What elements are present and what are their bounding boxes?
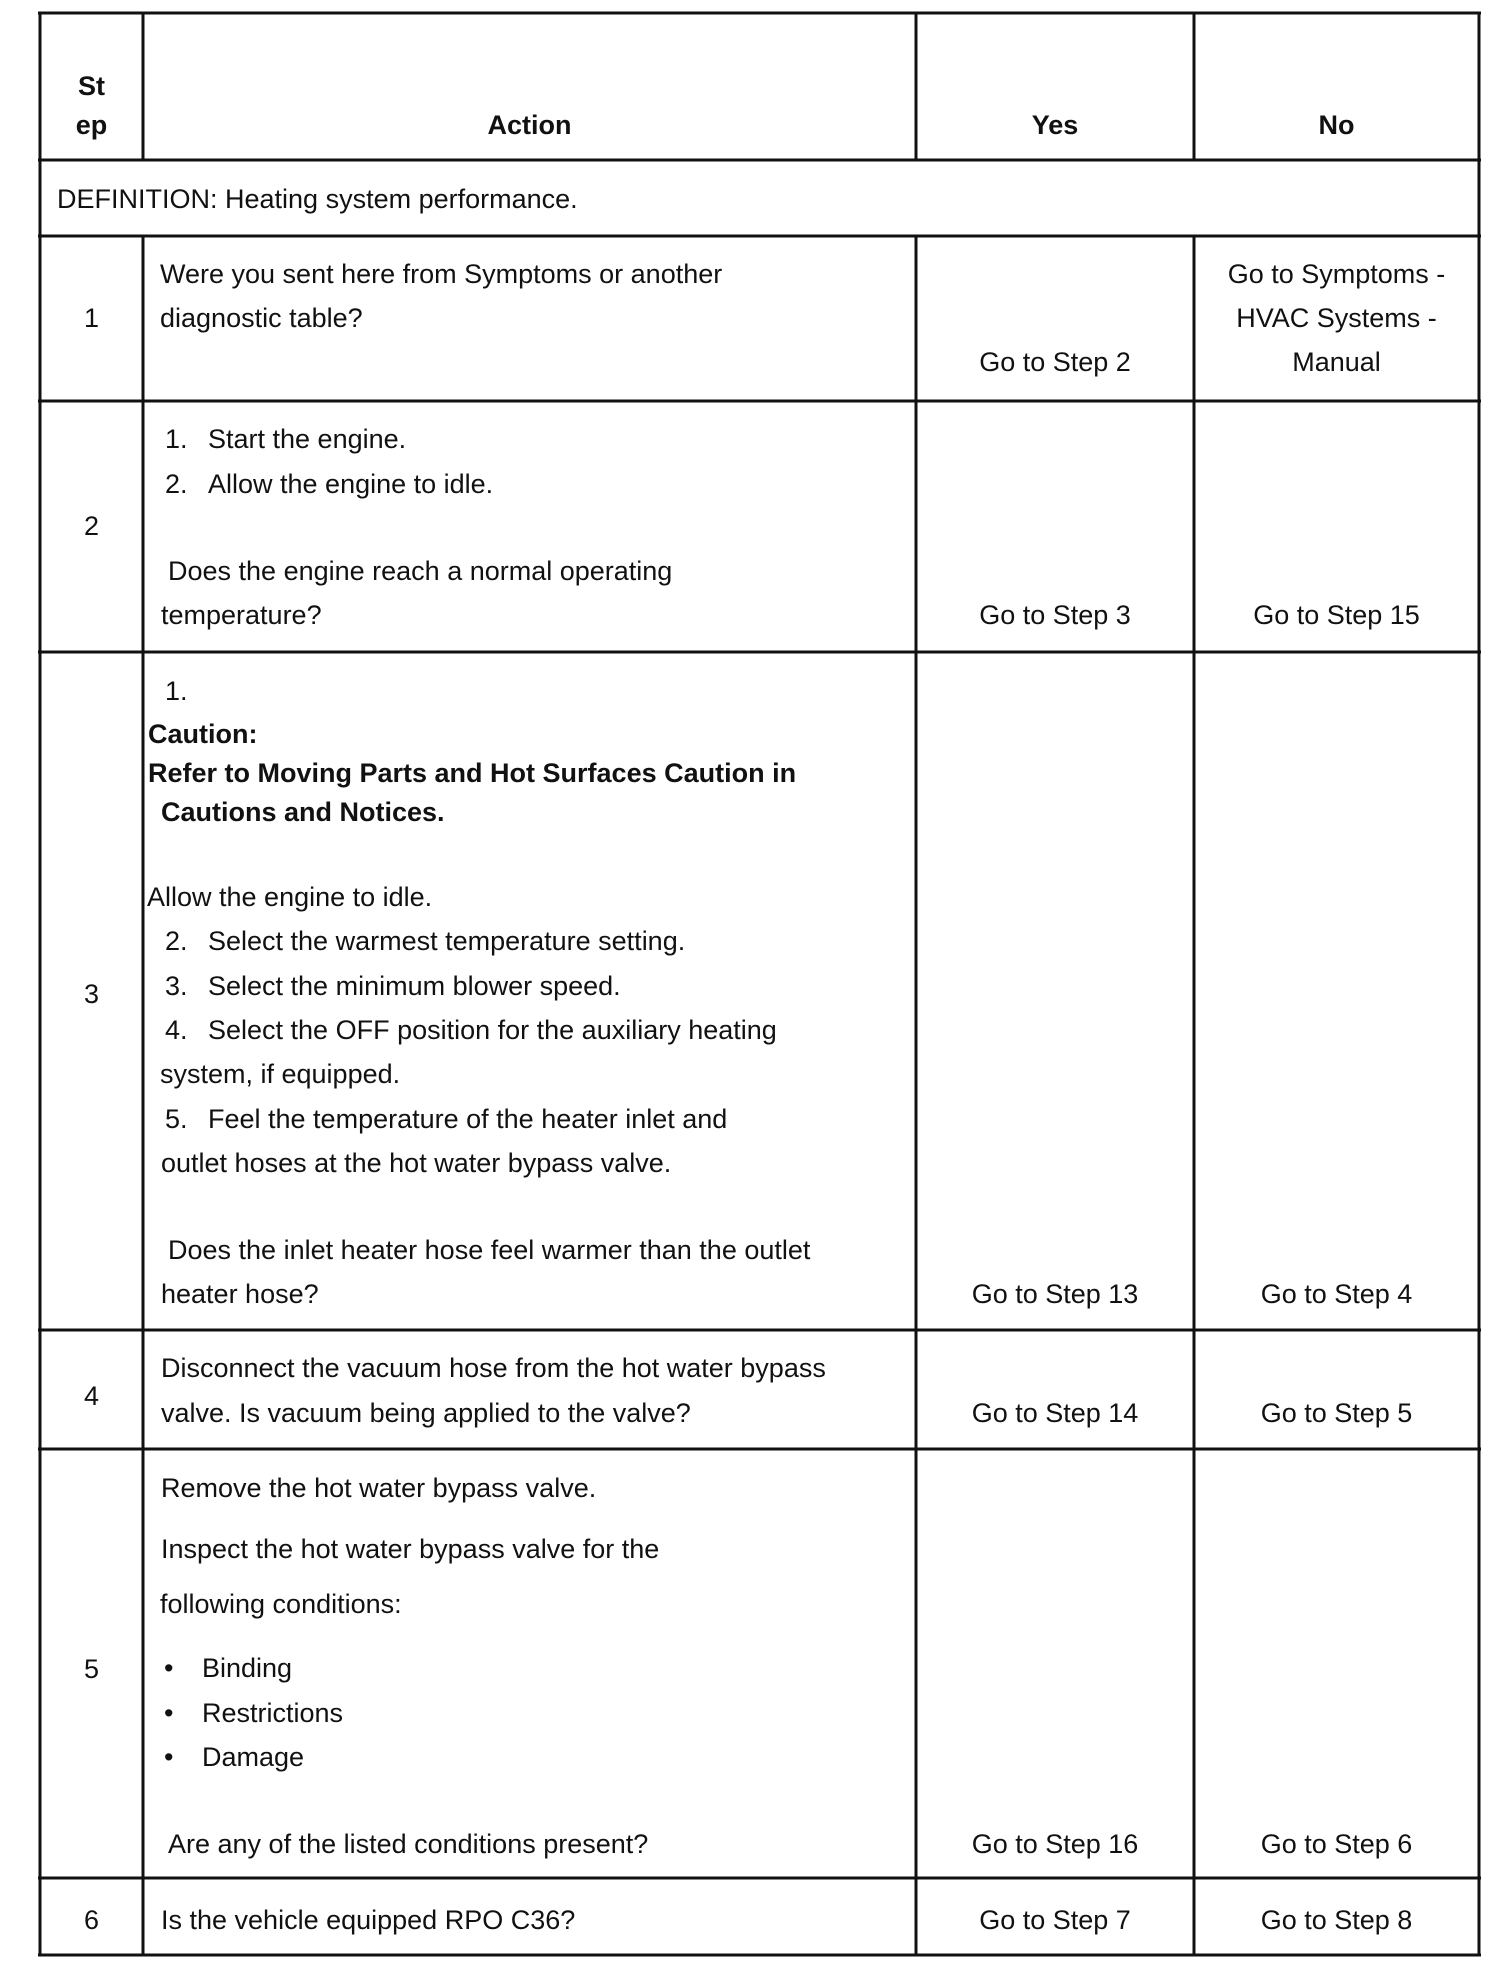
row5-line1: Remove the hot water bypass valve. (161, 1473, 597, 1503)
row5-line2: Inspect the hot water bypass valve for the (161, 1534, 660, 1564)
header-yes: Yes (1031, 110, 1079, 140)
row5-bullet3-text: Damage (202, 1742, 305, 1772)
row5-no: Go to Step 6 (1260, 1829, 1413, 1859)
row6-action: Is the vehicle equipped RPO C36? (161, 1905, 576, 1935)
row2-item2-text: Allow the engine to idle. (208, 469, 494, 499)
row5-question: Are any of the listed conditions present? (168, 1829, 649, 1859)
row3-item5-continuation: outlet hoses at the hot water bypass valve. (161, 1148, 672, 1178)
row1-action-line2: diagnostic table? (160, 303, 363, 333)
header-no: No (1318, 110, 1355, 140)
definition-text: DEFINITION: Heating system performance. (57, 184, 578, 214)
row3-item5-number: 5. (165, 1104, 188, 1134)
row4-no: Go to Step 5 (1260, 1398, 1413, 1428)
row2-step: 2 (83, 511, 100, 541)
row3-item3-text: Select the minimum blower speed. (208, 971, 621, 1001)
row2-question-line2: temperature? (161, 600, 322, 630)
row3-question-line2: heater hose? (161, 1279, 319, 1309)
row3-item2-number: 2. (165, 926, 188, 956)
row1-step: 1 (83, 303, 100, 333)
row3-item4-text: Select the OFF position for the auxiliary heating (208, 1015, 777, 1045)
row2-item2-number: 2. (165, 469, 188, 499)
row3-caution-line2: Cautions and Notices. (161, 797, 445, 827)
row5-bullet1-marker: • (164, 1653, 174, 1683)
row1-yes: Go to Step 2 (979, 347, 1131, 377)
row1-action-line1: Were you sent here from Symptoms or another (160, 259, 723, 289)
row3-item4-continuation: system, if equipped. (160, 1059, 401, 1089)
row6-yes: Go to Step 7 (979, 1905, 1131, 1935)
header-step-line2: ep (75, 110, 108, 140)
row5-step: 5 (83, 1654, 100, 1684)
row5-bullet2-marker: • (164, 1698, 174, 1728)
row4-yes: Go to Step 14 (971, 1398, 1139, 1428)
row2-yes: Go to Step 3 (979, 600, 1131, 630)
row3-caution-title: Caution: (148, 719, 258, 749)
row5-line3: following conditions: (160, 1589, 402, 1619)
row4-action-line2: valve. Is vacuum being applied to the valve? (161, 1398, 691, 1428)
row3-item3-number: 3. (165, 971, 188, 1001)
row4-step: 4 (83, 1381, 100, 1411)
row5-bullet3-marker: • (164, 1742, 174, 1772)
row3-caution-line1: Refer to Moving Parts and Hot Surfaces Caution in (148, 758, 797, 788)
row3-question-line1: Does the inlet heater hose feel warmer than the outlet (168, 1235, 811, 1265)
row3-item2-text: Select the warmest temperature setting. (208, 926, 686, 956)
row1-no-line3: Manual (1292, 347, 1381, 377)
row1-no-line2: HVAC Systems - (1236, 303, 1437, 333)
row2-no: Go to Step 15 (1253, 600, 1420, 630)
row1-no-line1: Go to Symptoms - (1227, 259, 1446, 289)
row4-action-line1: Disconnect the vacuum hose from the hot water bypass (161, 1353, 826, 1383)
row3-step: 3 (83, 979, 100, 1009)
row3-item1-text: Allow the engine to idle. (147, 882, 433, 912)
row3-no: Go to Step 4 (1260, 1279, 1413, 1309)
row6-no: Go to Step 8 (1260, 1905, 1413, 1935)
header-action: Action (487, 110, 572, 140)
row3-item1-number: 1. (165, 676, 188, 706)
row6-step: 6 (83, 1905, 100, 1935)
row5-bullet2-text: Restrictions (202, 1698, 344, 1728)
row3-yes: Go to Step 13 (971, 1279, 1139, 1309)
row2-item1-text: Start the engine. (208, 424, 407, 454)
header-step-line1: St (78, 71, 105, 101)
row5-bullet1-text: Binding (202, 1653, 293, 1683)
row2-item1-number: 1. (165, 424, 188, 454)
row3-item4-number: 4. (165, 1015, 188, 1045)
row3-item5-text: Feel the temperature of the heater inlet and (208, 1104, 728, 1134)
row2-question-line1: Does the engine reach a normal operating (168, 556, 673, 586)
row5-yes: Go to Step 16 (971, 1829, 1139, 1859)
